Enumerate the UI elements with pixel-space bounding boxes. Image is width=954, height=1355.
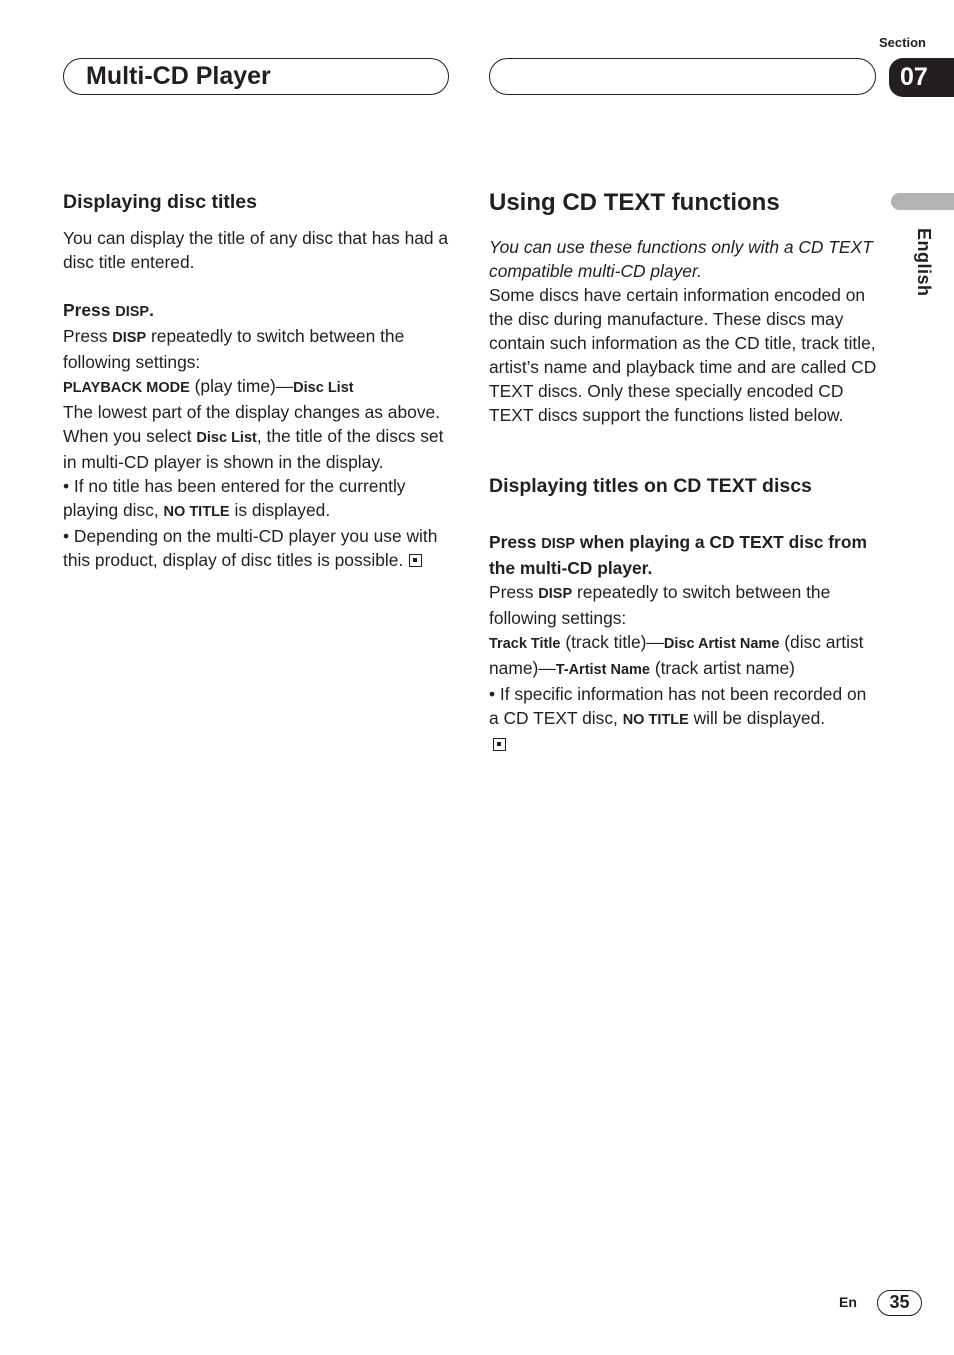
section-label: Section: [879, 35, 926, 50]
left-intro: You can display the title of any disc that has had a disc title entered.: [63, 228, 449, 272]
left-bullet1: • If no title has been entered for the currently playing disc, NO TITLE is displayed.: [63, 476, 406, 520]
left-heading: Displaying disc titles: [63, 191, 257, 213]
end-mark-icon: [493, 738, 506, 751]
right-subheading: Displaying titles on CD TEXT discs: [489, 475, 812, 497]
left-bullet2: • Depending on the multi-CD player you use with this product, display of disc titles is possible.: [63, 526, 438, 570]
end-mark-icon: [409, 554, 422, 567]
left-para2: The lowest part of the display changes as above. When you select Disc List, the title of the discs set in multi-CD player is shown in the display.: [63, 402, 444, 472]
right-end-line: [489, 732, 877, 756]
header-blank-frame: [489, 58, 876, 95]
right-intro-italic: You can use these functions only with a CD TEXT compatible multi-CD player.: [489, 237, 873, 281]
language-tab-bar: [891, 193, 954, 210]
right-intro: Some discs have certain information encoded on the disc during manufacture. These discs may contain such information as the CD title, track title, artist’s name and playback time and are called CD TEXT discs. Only these specially encoded CD TEXT discs support the functions listed below.: [489, 285, 877, 425]
right-step: Press DISP when playing a CD TEXT disc from the multi-CD player.: [489, 532, 867, 578]
right-bullet: • If specific information has not been recorded on a CD TEXT disc, NO TITLE will be displayed.: [489, 684, 867, 728]
chapter-title: Multi-CD Player: [63, 58, 449, 95]
page-number: 35: [877, 1290, 922, 1316]
right-settings-line: Track Title (track title)—Disc Artist Name (disc artist name)—T-Artist Name (track artist name): [489, 632, 864, 678]
left-column: [63, 188, 455, 572]
left-settings-line: PLAYBACK MODE (play time)—Disc List: [63, 376, 354, 396]
right-press-line: Press DISP repeatedly to switch between the following settings:: [489, 582, 831, 628]
language-tab-label: English: [914, 228, 934, 297]
right-heading: Using CD TEXT functions: [489, 189, 780, 216]
left-press-line: Press DISP repeatedly to switch between the following settings:: [63, 326, 405, 372]
right-column: [489, 188, 877, 756]
footer-language-code: En: [839, 1294, 857, 1310]
section-number-badge: 07: [889, 58, 954, 97]
left-step: Press DISP.: [63, 300, 154, 320]
